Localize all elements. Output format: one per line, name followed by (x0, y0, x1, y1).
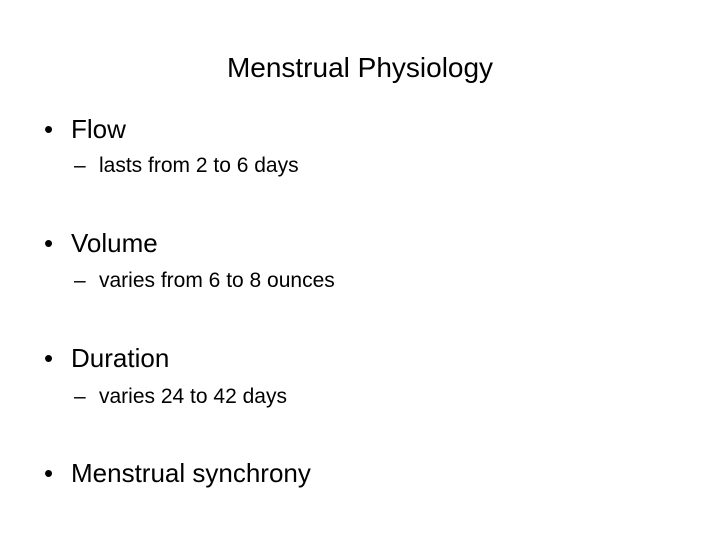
bullet-mark: • (44, 343, 54, 373)
bullet-label: Flow (71, 114, 126, 144)
sub-mark: – (74, 269, 86, 292)
bullet-label: Volume (71, 228, 158, 258)
sub-label: varies 24 to 42 days (99, 385, 287, 408)
bullet-mark: • (44, 114, 54, 144)
bullet-item-flow (44, 113, 126, 145)
sub-item-duration (74, 383, 287, 411)
sub-item-flow (74, 152, 299, 180)
bullet-mark: • (44, 458, 54, 488)
sub-mark: – (74, 385, 86, 408)
bullet-mark: • (44, 228, 54, 258)
sub-mark: – (74, 154, 86, 177)
sub-item-volume (74, 267, 335, 295)
sub-label: lasts from 2 to 6 days (99, 154, 299, 177)
bullet-item-duration (44, 342, 169, 374)
bullet-item-volume (44, 227, 158, 259)
slide-title: Menstrual Physiology (226, 52, 494, 83)
bullet-label: Menstrual synchrony (71, 458, 311, 488)
bullet-item-menstrual-synchrony (44, 457, 311, 489)
sub-label: varies from 6 to 8 ounces (99, 269, 335, 292)
bullet-label: Duration (71, 343, 170, 373)
